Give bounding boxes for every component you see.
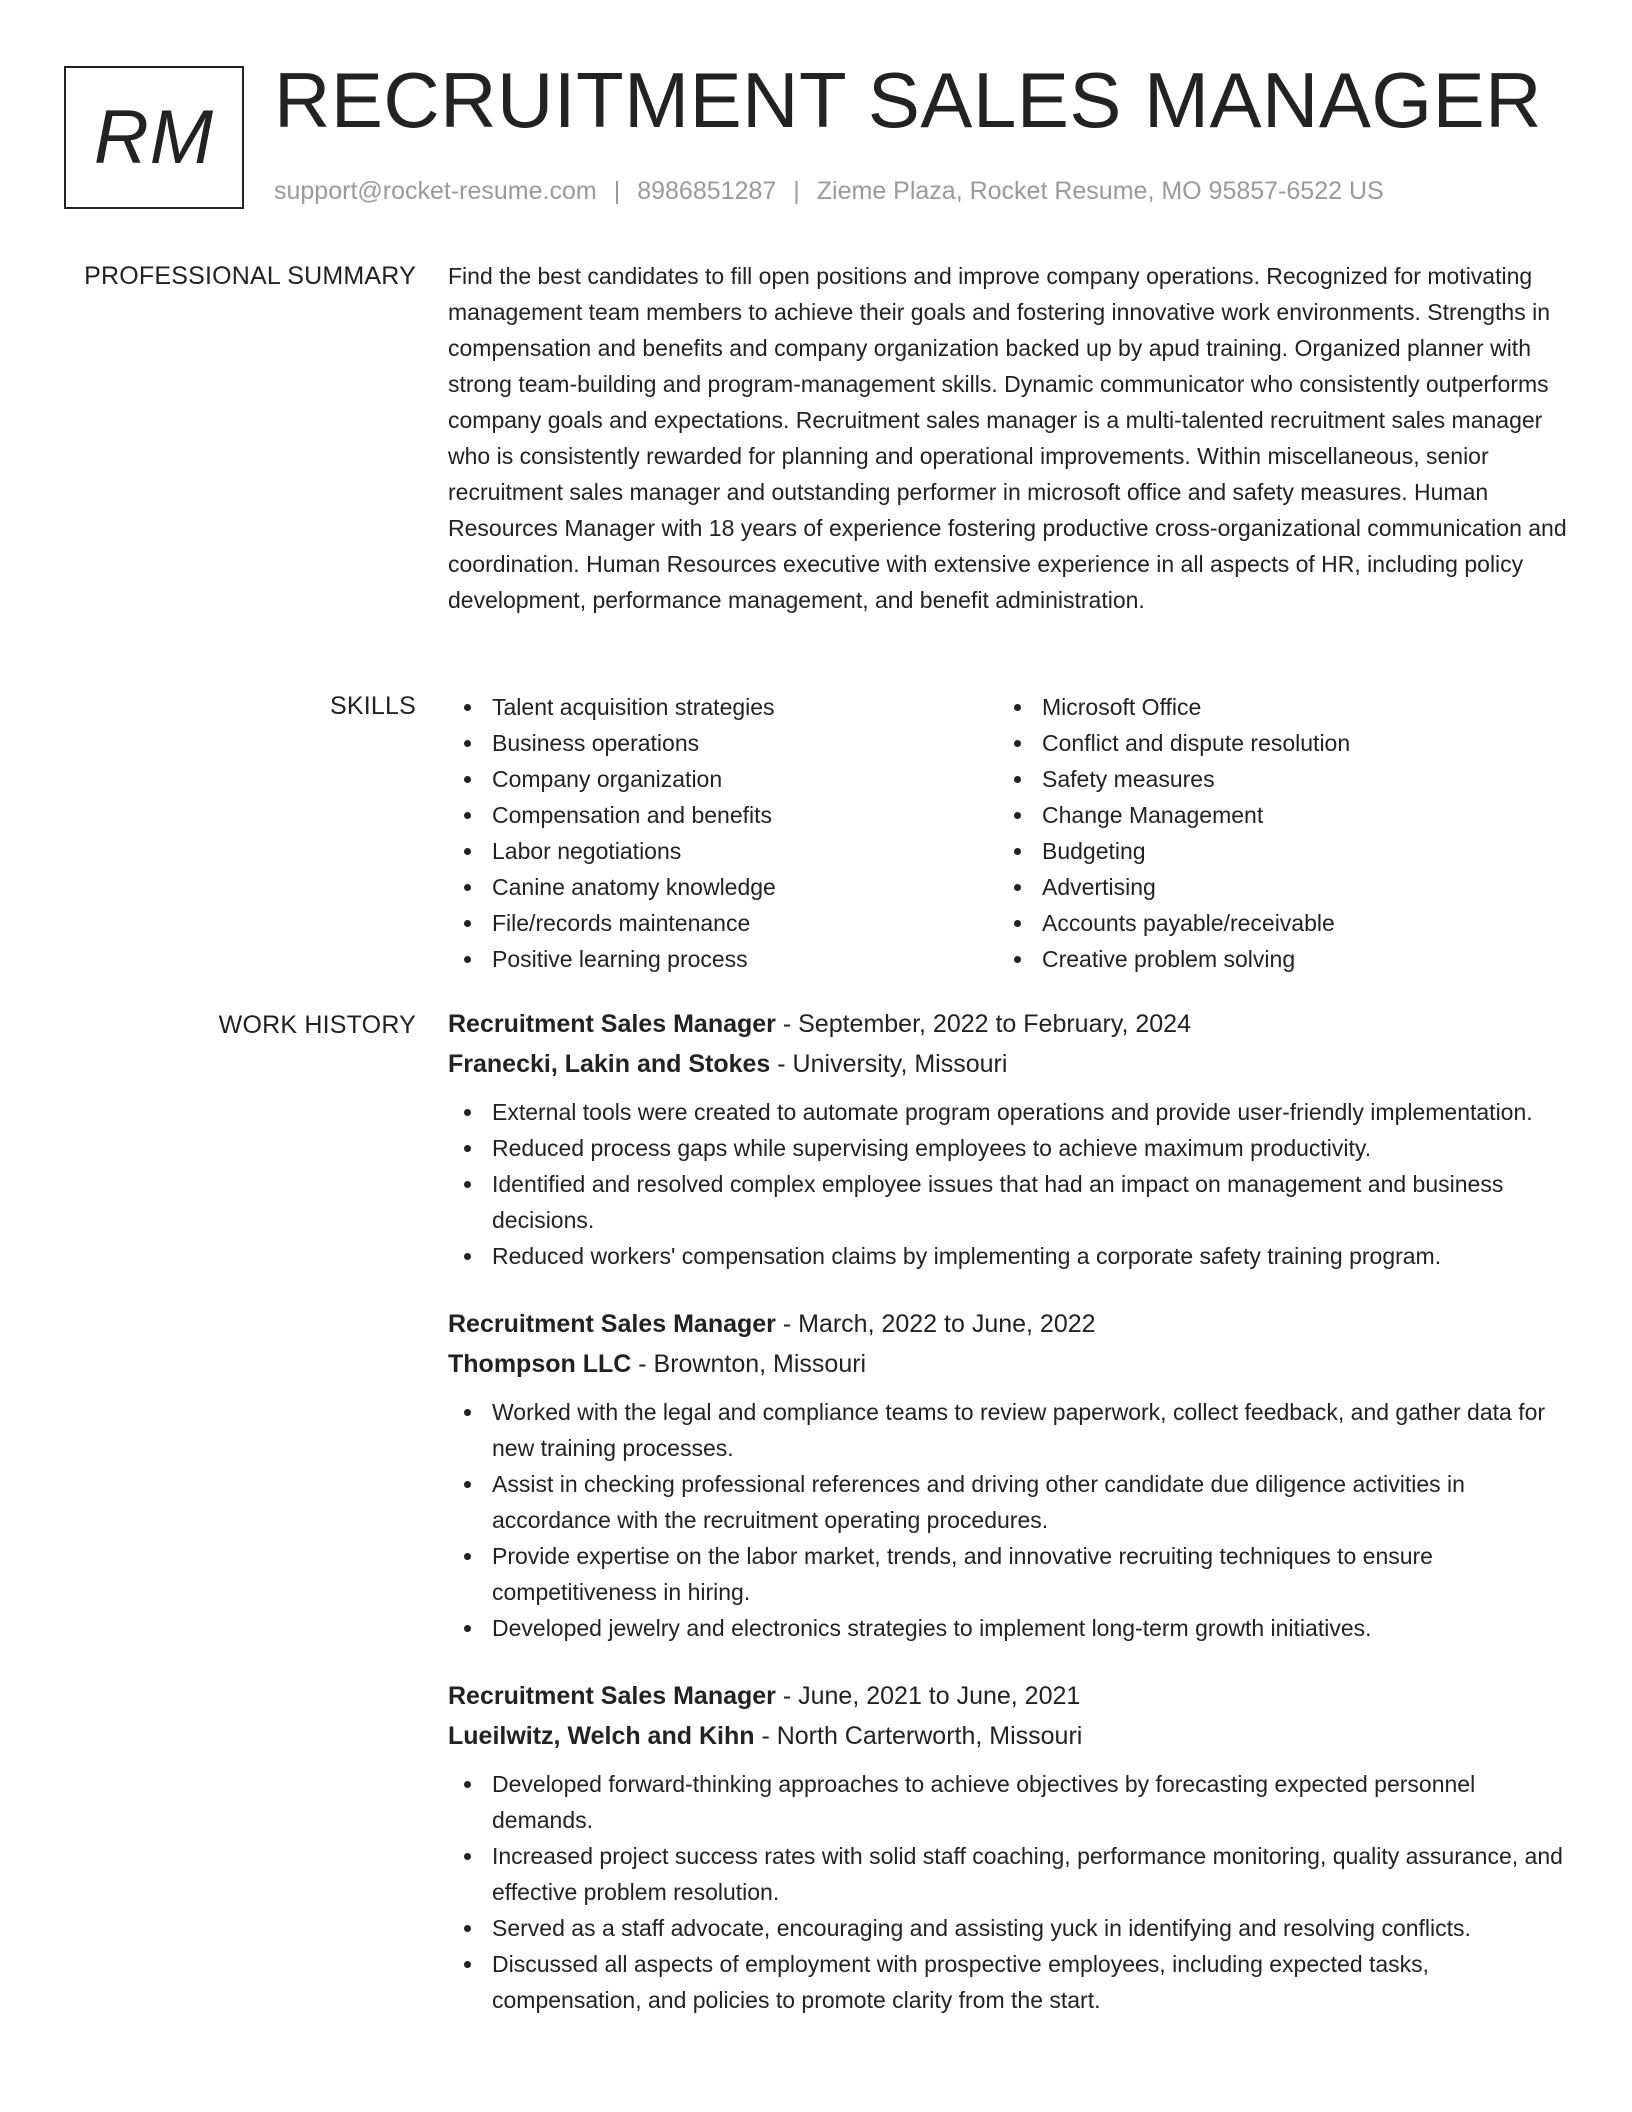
contact-info [274, 174, 1384, 208]
skill-item: Advertising [998, 869, 1548, 905]
skill-item: Company organization [448, 761, 998, 797]
job-bullet: Provide expertise on the labor market, trends, and innovative recruiting techniques to ensure competitiveness in hiring. [448, 1538, 1568, 1610]
job-location: - University, Missouri [770, 1050, 1008, 1078]
page-title: RECRUITMENT SALES MANAGER [274, 56, 1542, 144]
job-bullet: Reduced process gaps while supervising employees to achieve maximum productivity. [448, 1130, 1568, 1166]
contact-address: Zieme Plaza, Rocket Resume, MO 95857-6522 US [816, 177, 1384, 205]
skill-item: Safety measures [998, 761, 1548, 797]
job-title-line [448, 1304, 1568, 1344]
job-bullet: Developed jewelry and electronics strategies to implement long-term growth initiatives. [448, 1610, 1568, 1646]
job-dates: - June, 2021 to June, 2021 [775, 1682, 1081, 1710]
job-bullet: Reduced workers' compensation claims by implementing a corporate safety training program. [448, 1238, 1568, 1274]
skill-item: Compensation and benefits [448, 797, 998, 833]
skills-heading: SKILLS [330, 692, 416, 720]
job-title: Recruitment Sales Manager [448, 1310, 776, 1338]
job-location: - North Carterworth, Missouri [754, 1722, 1083, 1750]
skill-item: File/records maintenance [448, 905, 998, 941]
skill-item: Talent acquisition strategies [448, 689, 998, 725]
job-entry [448, 1304, 1568, 1646]
job-title: Recruitment Sales Manager [448, 1010, 776, 1038]
job-bullet: Served as a staff advocate, encouraging and assisting yuck in identifying and resolving conflicts. [448, 1910, 1568, 1946]
job-bullet: Identified and resolved complex employee issues that had an impact on management and business decisions. [448, 1166, 1568, 1238]
skill-item: Canine anatomy knowledge [448, 869, 998, 905]
skill-item: Microsoft Office [998, 689, 1548, 725]
work-history-heading: WORK HISTORY [218, 1011, 416, 1039]
job-bullet: Worked with the legal and compliance teams to review paperwork, collect feedback, and gather data for new training processes. [448, 1394, 1568, 1466]
skills-list-right [998, 689, 1548, 977]
skill-item: Change Management [998, 797, 1548, 833]
job-bullets [448, 1766, 1568, 2018]
job-bullet: Discussed all aspects of employment with prospective employees, including expected tasks, compensation, and policies to promote clarity from the start. [448, 1946, 1568, 2018]
skills-section [448, 689, 1568, 977]
skill-item: Budgeting [998, 833, 1548, 869]
job-bullet: Developed forward-thinking approaches to achieve objectives by forecasting expected personnel demands. [448, 1766, 1568, 1838]
skill-item: Labor negotiations [448, 833, 998, 869]
monogram-logo: RM [64, 66, 244, 209]
job-bullet: Increased project success rates with solid staff coaching, performance monitoring, quality assurance, and effective problem resolution. [448, 1838, 1568, 1910]
summary-section [448, 258, 1568, 618]
job-company-line [448, 1716, 1568, 1756]
job-company: Franecki, Lakin and Stokes [448, 1050, 771, 1078]
job-bullet: Assist in checking professional references and driving other candidate due diligence activities in accordance with the recruitment operating procedures. [448, 1466, 1568, 1538]
job-bullet: External tools were created to automate program operations and provide user-friendly implementation. [448, 1094, 1568, 1130]
job-company: Thompson LLC [448, 1350, 632, 1378]
job-company: Lueilwitz, Welch and Kihn [448, 1722, 755, 1750]
job-bullets [448, 1094, 1568, 1274]
job-entry [448, 1004, 1568, 1274]
summary-heading: PROFESSIONAL SUMMARY [84, 262, 416, 290]
skill-item: Creative problem solving [998, 941, 1548, 977]
job-bullets [448, 1394, 1568, 1646]
skill-item: Business operations [448, 725, 998, 761]
job-location: - Brownton, Missouri [631, 1350, 867, 1378]
contact-separator: | [793, 177, 800, 205]
skill-item: Conflict and dispute resolution [998, 725, 1548, 761]
job-company-line [448, 1344, 1568, 1384]
skill-item: Accounts payable/receivable [998, 905, 1548, 941]
summary-text: Find the best candidates to fill open positions and improve company operations. Recognized for motivating management team members to achieve their goals and fostering innovative work environments. Strengths in compensation and benefits and company organization backed up by apud training. Organized planner with strong team-building and program-management skills. Dynamic communicator who consistently outperforms company goals and expectations. Recruitment sales manager is a multi-talented recruitment sales manager who is consistently rewarded for planning and operational improvements. Within miscellaneous, senior recruitment sales manager and outstanding performer in microsoft office and safety measures. Human Resources Manager with 18 years of experience fostering productive cross-organizational communication and coordination. Human Resources executive with extensive experience in all aspects of HR, including policy development, performance management, and benefit administration. [448, 263, 1567, 613]
contact-phone: 8986851287 [637, 177, 777, 205]
job-entry [448, 1676, 1568, 2018]
skills-list-left [448, 689, 998, 977]
contact-separator: | [613, 177, 621, 205]
work-history-section [448, 1004, 1568, 2048]
job-dates: - March, 2022 to June, 2022 [775, 1310, 1096, 1338]
job-company-line [448, 1044, 1568, 1084]
job-title: Recruitment Sales Manager [448, 1682, 776, 1710]
job-title-line [448, 1676, 1568, 1716]
skill-item: Positive learning process [448, 941, 998, 977]
job-title-line [448, 1004, 1568, 1044]
job-dates: - September, 2022 to February, 2024 [775, 1010, 1191, 1038]
contact-email: support@rocket-resume.com [274, 177, 597, 205]
